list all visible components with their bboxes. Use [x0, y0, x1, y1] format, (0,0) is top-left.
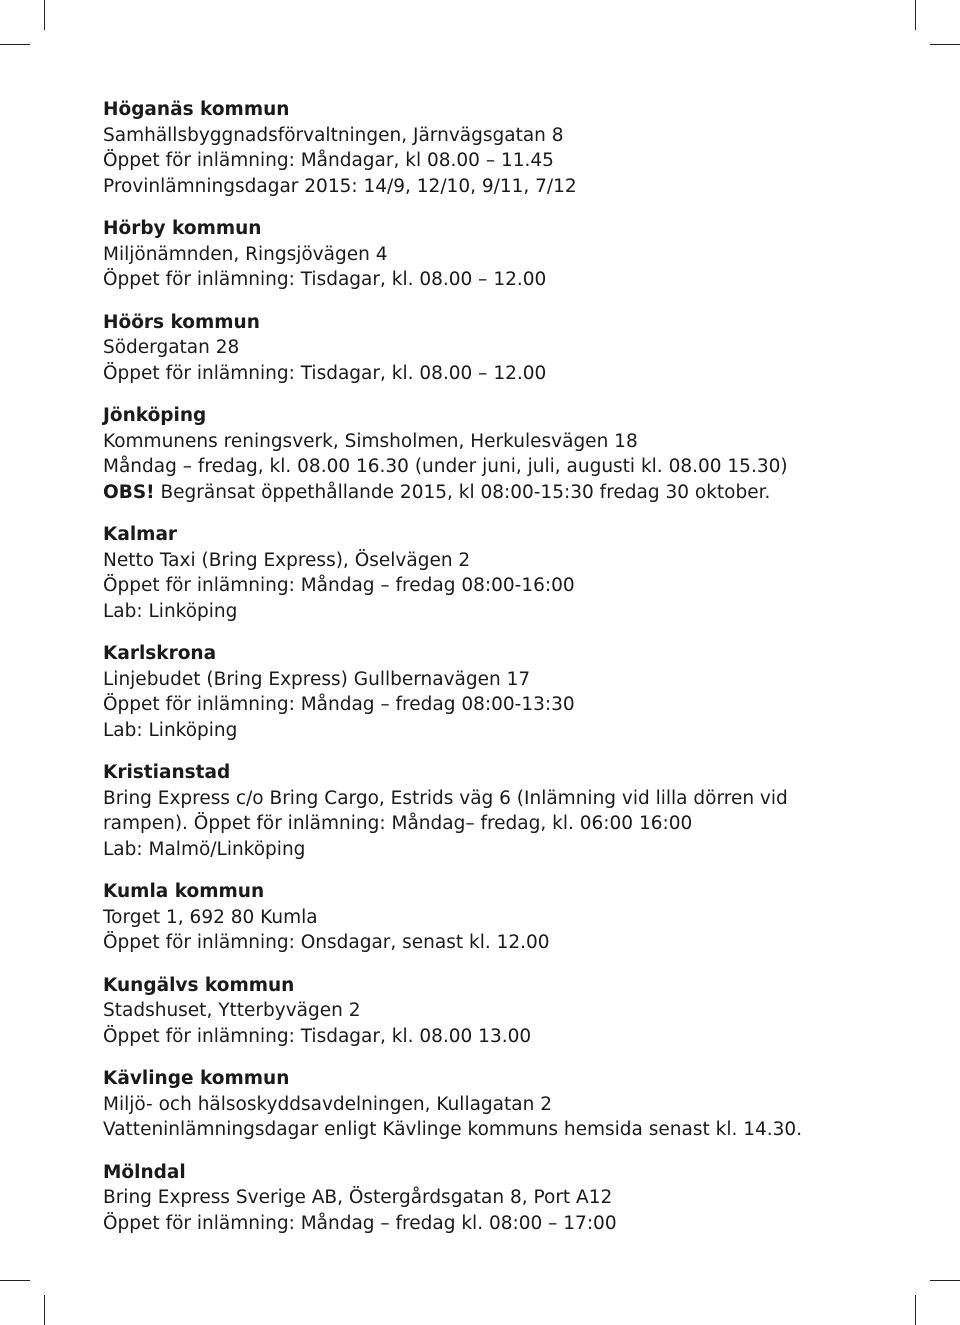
location-line: Öppet för inlämning: Onsdagar, senast kl. 12.00	[103, 932, 550, 953]
location-title: Kävlinge kommun	[103, 1068, 290, 1089]
location-line: Bring Express c/o Bring Cargo, Estrids väg 6 (Inlämning vid lilla dörren vid rampen). Öppet för inlämning: Måndag– fredag, kl. 06:00 16:00	[103, 787, 788, 834]
location-line: Öppet för inlämning: Tisdagar, kl. 08.00 13.00	[103, 1025, 532, 1047]
obs-note	[103, 480, 903, 506]
crop-mark	[44, 1295, 45, 1325]
location-title: Jönköping	[103, 405, 207, 426]
location-line: Linjebudet (Bring Express) Gullbernavägen 17	[103, 668, 531, 690]
crop-mark	[0, 1280, 30, 1281]
location-title: Kalmar	[103, 524, 178, 545]
location-entry	[103, 97, 903, 199]
crop-mark	[915, 0, 916, 30]
obs-text: Begränsat öppethållande 2015, kl 08:00-15:30 fredag 30 oktober.	[154, 481, 771, 503]
location-title: Kungälvs kommun	[103, 974, 295, 996]
location-line: Öppet för inlämning: Tisdagar, kl. 08.00 – 12.00	[103, 362, 547, 384]
crop-mark	[44, 0, 45, 30]
location-line: Miljönämnden, Ringsjövägen 4	[103, 243, 388, 265]
location-line: Netto Taxi (Bring Express), Öselvägen 2	[103, 549, 471, 571]
location-line: Öppet för inlämning: Måndagar, kl 08.00 – 11.45	[103, 150, 554, 171]
location-line: Kommunens reningsverk, Simsholmen, Herkulesvägen 18	[103, 430, 638, 452]
location-entry	[103, 403, 903, 505]
crop-mark	[915, 1295, 916, 1325]
location-entry	[103, 216, 903, 293]
location-title: Hörby kommun	[103, 218, 262, 239]
location-title: Karlskrona	[103, 643, 217, 664]
crop-mark	[930, 44, 960, 45]
location-line: Torget 1, 692 80 Kumla	[103, 906, 318, 928]
location-entry	[103, 1160, 903, 1237]
location-entry	[103, 310, 903, 387]
location-entry	[103, 879, 903, 956]
crop-mark	[930, 1280, 960, 1281]
location-title: Mölndal	[103, 1161, 186, 1183]
drop-off-location-list	[103, 97, 903, 1253]
location-entry	[103, 641, 903, 743]
location-entry	[103, 522, 903, 624]
location-line: Öppet för inlämning: Måndag – fredag 08:00-13:30	[103, 694, 575, 715]
location-entry	[103, 760, 903, 862]
location-line: Samhällsbyggnadsförvaltningen, Järnvägsgatan 8	[103, 124, 564, 146]
location-title: Höörs kommun	[103, 311, 260, 333]
location-line: Öppet för inlämning: Måndag – fredag kl. 08:00 – 17:00	[103, 1212, 617, 1234]
location-title: Kristianstad	[103, 762, 231, 783]
location-line: Södergatan 28	[103, 337, 240, 358]
obs-label: OBS!	[103, 481, 155, 503]
location-line: Miljö- och hälsoskyddsavdelningen, Kullagatan 2	[103, 1093, 552, 1115]
location-line: Provinlämningsdagar 2015: 14/9, 12/10, 9/11, 7/12	[103, 175, 577, 197]
location-title: Kumla kommun	[103, 881, 265, 902]
location-line: Lab: Linköping	[103, 719, 238, 741]
crop-mark	[0, 44, 30, 45]
location-title: Höganäs kommun	[103, 99, 290, 120]
location-entry	[103, 1066, 903, 1143]
location-line: Bring Express Sverige AB, Östergårdsgatan 8, Port A12	[103, 1187, 613, 1208]
location-line: Stadshuset, Ytterbyvägen 2	[103, 1000, 361, 1021]
location-line: Lab: Malmö/Linköping	[103, 838, 306, 860]
location-line: Öppet för inlämning: Tisdagar, kl. 08.00 – 12.00	[103, 269, 547, 290]
location-entry	[103, 973, 903, 1050]
location-line: Öppet för inlämning: Måndag – fredag 08:00-16:00	[103, 575, 575, 596]
location-line: Vatteninlämningsdagar enligt Kävlinge kommuns hemsida senast kl. 14.30.	[103, 1119, 803, 1140]
location-line: Måndag – fredag, kl. 08.00 16.30 (under juni, juli, augusti kl. 08.00 15.30)	[103, 456, 788, 477]
location-line: Lab: Linköping	[103, 600, 238, 622]
